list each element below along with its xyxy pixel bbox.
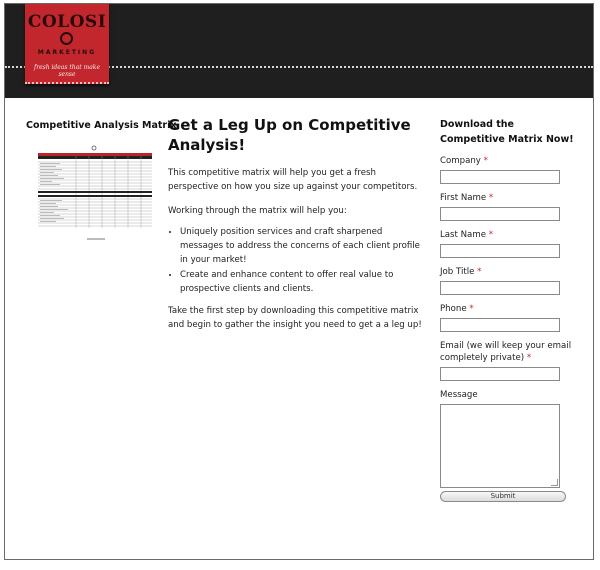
- site-header: [5, 4, 593, 98]
- thumbnail-caption-line: [87, 238, 105, 240]
- last-name-field: [440, 229, 580, 258]
- job-title-label: Job Title *: [440, 267, 482, 277]
- company-input[interactable]: [440, 170, 560, 184]
- submit-button[interactable]: Submit: [440, 491, 566, 502]
- phone-field: [440, 303, 580, 332]
- matrix-thumbnail-image[interactable]: [36, 144, 154, 230]
- first-name-field: [440, 192, 580, 221]
- colosi-logo[interactable]: [25, 4, 109, 84]
- first-name-input[interactable]: [440, 207, 560, 221]
- logo-brand: COLOSI: [27, 12, 107, 32]
- list-item: • Uniquely position services and craft sharpened messages to address the concerns of each client profile in your market!: [180, 225, 422, 267]
- required-asterisk: *: [488, 193, 494, 203]
- matrix-thumbnail-title: Competitive Analysis Matrix: [26, 120, 177, 131]
- resize-grip-icon[interactable]: [551, 479, 558, 486]
- first-name-label: First Name *: [440, 193, 494, 203]
- benefits-list: [168, 225, 422, 296]
- required-asterisk: *: [469, 304, 474, 314]
- logo-sub: MARKETING: [37, 49, 97, 56]
- list-item: • Create and enhance content to offer real value to prospective clients and clients.: [180, 268, 422, 296]
- company-field: [440, 155, 580, 184]
- message-textarea[interactable]: [440, 404, 560, 488]
- logo-tagline: fresh ideas that make sense: [34, 64, 100, 78]
- email-field-group: [440, 340, 580, 381]
- required-asterisk: *: [477, 267, 482, 277]
- main-content: [168, 115, 422, 332]
- phone-label: Phone *: [440, 304, 474, 314]
- page-heading: Get a Leg Up on Competitive Analysis!: [168, 116, 411, 154]
- message-label: Message: [440, 390, 478, 400]
- message-field: [440, 389, 580, 488]
- intro-paragraph: This competitive matrix will help you get a fresh perspective on how you size up against your competitors.: [168, 168, 418, 192]
- job-title-field: [440, 266, 580, 295]
- email-input[interactable]: [440, 367, 560, 381]
- company-label: Company *: [440, 156, 488, 166]
- required-asterisk: *: [483, 156, 488, 166]
- required-asterisk: *: [488, 230, 494, 240]
- email-label: Email (we will keep your email completely private) *: [440, 341, 572, 363]
- last-name-input[interactable]: [440, 244, 560, 258]
- job-title-input[interactable]: [440, 281, 560, 295]
- form-title: Download the Competitive Matrix Now!: [440, 119, 574, 145]
- required-asterisk: *: [526, 353, 532, 363]
- logo-emblem-icon: [60, 32, 73, 45]
- phone-input[interactable]: [440, 318, 560, 332]
- last-name-label: Last Name *: [440, 230, 494, 240]
- working-paragraph: Working through the matrix will help you:: [168, 206, 347, 216]
- download-form: [440, 117, 580, 502]
- page-frame: [4, 3, 594, 560]
- cta-paragraph: Take the first step by downloading this competitive matrix and begin to gather the insight you need to get a a leg up!: [168, 306, 422, 330]
